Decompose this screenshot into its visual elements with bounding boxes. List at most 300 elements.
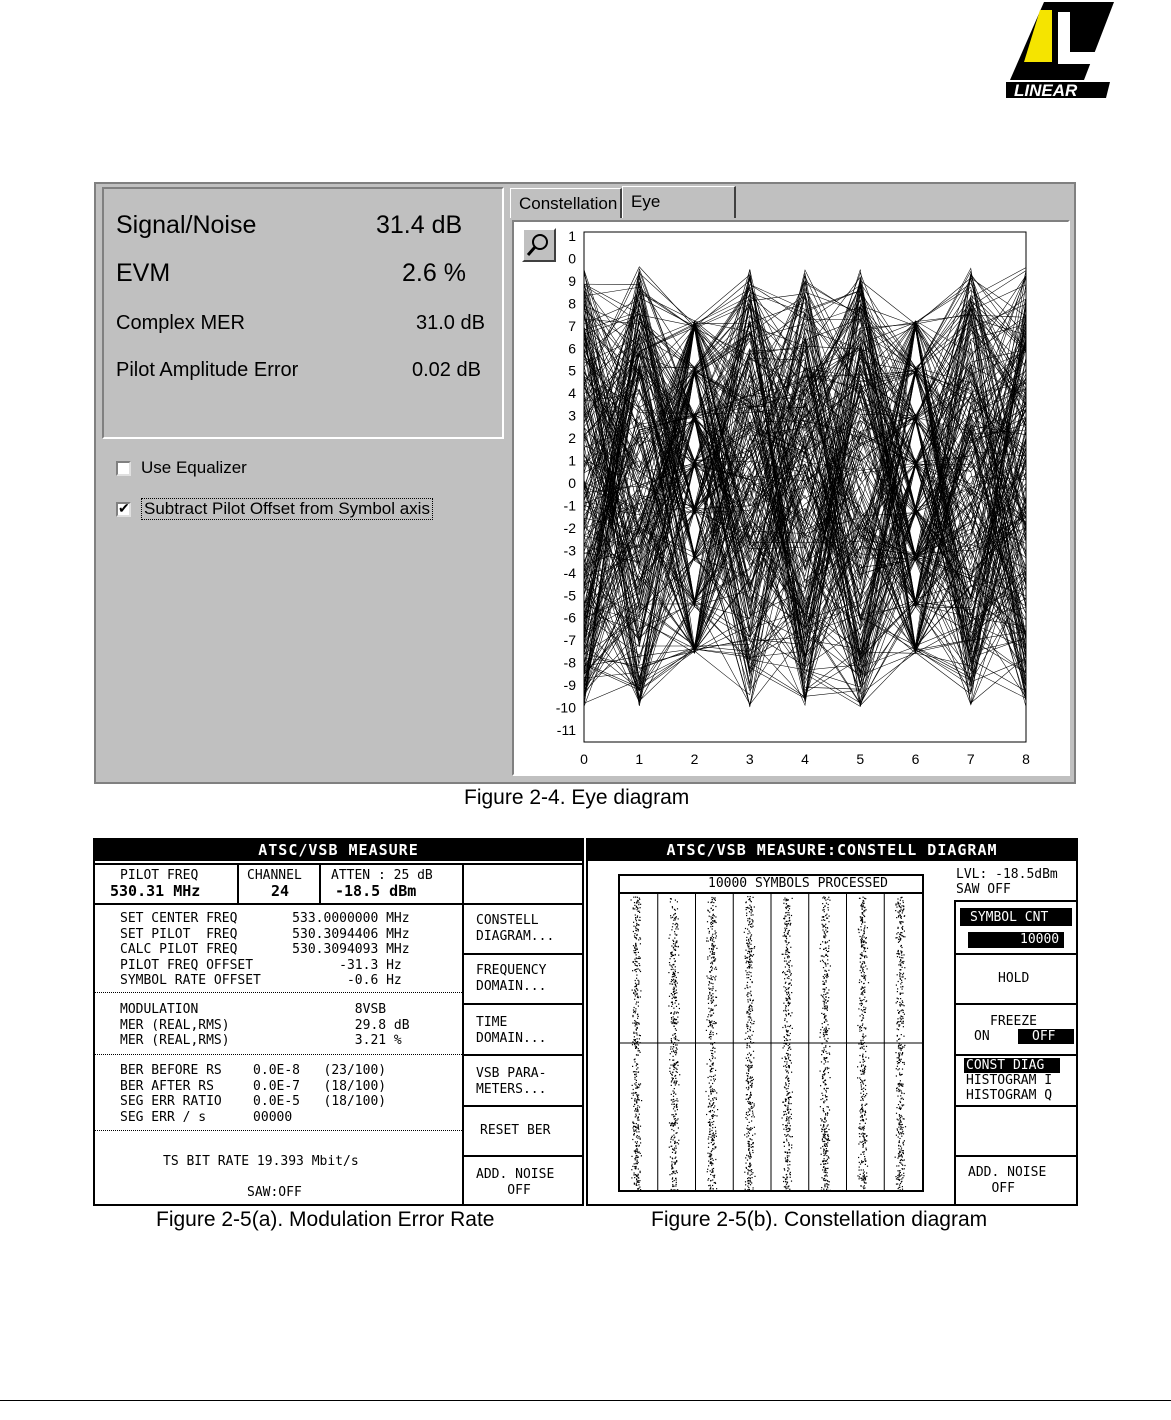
symbol-point [786,1071,787,1072]
symbol-point [788,962,789,963]
symbol-point [638,1162,639,1163]
symbol-point [639,1138,640,1139]
view-option-histogram-i[interactable]: HISTOGRAM I [966,1073,1053,1088]
symbol-point [670,958,671,959]
softkey-frequency-domain[interactable]: FREQUENCY DOMAIN... [464,953,582,1003]
symbol-point [749,962,750,963]
symbol-point [897,1028,898,1029]
symbol-point [786,950,787,951]
symbol-point [714,1051,715,1052]
symbol-point [709,1020,710,1021]
symbol-point [786,1114,787,1115]
symbol-point [638,900,639,901]
symbol-point [637,897,638,898]
use-equalizer-option[interactable] [116,458,247,478]
symbol-point [862,1098,863,1099]
symbol-point [787,1161,788,1162]
symbol-point [713,949,714,950]
symbol-point [826,1144,827,1145]
symbol-point [901,980,902,981]
symbol-point [747,1178,748,1179]
symbol-point [709,981,710,982]
symbol-points [631,896,907,1191]
symbol-point [672,1048,673,1049]
symbol-point [828,1068,829,1069]
symbol-point [713,1188,714,1189]
symbol-point [786,1188,787,1189]
symbol-point [674,1116,675,1117]
symbol-point [672,1002,673,1003]
symbol-point [706,940,707,941]
symbol-point [634,1133,635,1134]
symbol-point [824,1059,825,1060]
symbol-point [751,909,752,910]
symbol-point [753,1079,754,1080]
symbol-point [640,1042,641,1043]
symbol-point [790,1049,791,1050]
symbol-point [901,897,902,898]
symbol-point [675,1118,676,1119]
symbol-point [673,1008,674,1009]
hold-softkey[interactable]: HOLD [998,971,1030,986]
symbol-point [898,927,899,928]
symbol-point [863,915,864,916]
symbol-point [866,1182,867,1183]
symbol-point [825,935,826,936]
softkey-vsb-parameters[interactable]: VSB PARA- METERS... [464,1054,582,1105]
symbol-point [638,1044,639,1045]
symbol-point [857,1025,858,1026]
symbol-point [754,1103,755,1104]
symbol-point [675,954,676,955]
linear-logo [1006,2,1116,100]
symbol-point [897,1177,898,1178]
symbol-point [791,1114,792,1115]
view-option-histogram-q[interactable]: HISTOGRAM Q [966,1088,1053,1103]
symbol-point [827,959,828,960]
symbol-point [713,946,714,947]
symbol-point [902,976,903,977]
symbol-point [790,1136,791,1137]
symbol-point [788,910,789,911]
symbol-point [711,1053,712,1054]
symbol-point [715,916,716,917]
symbol-point [671,1019,672,1020]
symbol-point [866,1093,867,1094]
symbol-point [789,1092,790,1093]
pilot-freq-value: 530.31 MHz [110,882,201,900]
symbol-point [897,1087,898,1088]
symbol-point [639,937,640,938]
symbol-point [897,1010,898,1011]
symbol-point [785,929,786,930]
symbol-point [635,950,636,951]
symbol-point [634,1083,635,1084]
symbol-point [863,969,864,970]
symbol-point [861,1134,862,1135]
symbol-point [640,1126,641,1127]
symbol-point [712,1050,713,1051]
symbol-point [788,1098,789,1099]
symbol-point [748,1057,749,1058]
symbol-point [898,1021,899,1022]
tab-constellation[interactable]: Constellation [510,188,622,218]
symbol-point [901,1155,902,1156]
symbol-point [896,1090,897,1091]
softkey-reset-ber[interactable]: RESET BER [464,1105,582,1155]
symbol-point [784,1168,785,1169]
symbol-point [639,1114,640,1115]
symbol-point [865,1111,866,1112]
symbol-point [640,1171,641,1172]
symbol-point [711,1036,712,1037]
symbol-point [747,1125,748,1126]
symbol-point [895,1052,896,1053]
symbol-point [712,910,713,911]
symbol-point [754,1021,755,1022]
freeze-label[interactable]: FREEZE [990,1014,1037,1029]
symbol-point [787,944,788,945]
symbol-point [785,952,786,953]
symbol-point [829,1181,830,1182]
symbol-point [787,1109,788,1110]
symbol-point [749,1158,750,1159]
symbol-point [786,1085,787,1086]
symbol-point [860,1000,861,1001]
symbol-point [860,936,861,937]
symbol-point [750,1055,751,1056]
symbol-point [669,1068,670,1069]
x-tick-label: 2 [690,751,699,767]
symbol-point [748,1131,749,1132]
symbol-point [710,1163,711,1164]
symbol-point [752,914,753,915]
subtract-pilot-offset-option[interactable] [116,498,433,520]
view-option-const-diag[interactable]: CONST DIAG [966,1058,1045,1073]
symbol-point [671,1100,672,1101]
symbol-point [902,1168,903,1169]
symbol-point [827,899,828,900]
constellation-panel [586,838,1078,1206]
symbol-point [825,1095,826,1096]
symbol-point [709,1134,710,1135]
symbol-point [709,1034,710,1035]
symbol-point [638,981,639,982]
symbol-point [747,1078,748,1079]
symbol-point [711,1022,712,1023]
symbol-point [897,1130,898,1131]
symbol-point [750,986,751,987]
symbol-point [861,1089,862,1090]
symbol-point [674,961,675,962]
symbol-point [637,1161,638,1162]
subtract-pilot-offset-checkbox[interactable] [116,502,131,517]
symbol-point [638,1048,639,1049]
symbol-point [676,1030,677,1031]
symbol-point [903,1023,904,1024]
symbol-point [669,964,670,965]
symbol-point [747,1028,748,1029]
symbol-point [714,968,715,969]
symbol-point [746,995,747,996]
symbol-point [820,1118,821,1119]
symbol-point [635,983,636,984]
symbol-point [670,1123,671,1124]
symbol-point [747,1054,748,1055]
symbol-point [679,1074,680,1075]
symbol-point [748,1071,749,1072]
symbol-point [637,1087,638,1088]
symbol-point [675,1158,676,1159]
symbol-point [636,1163,637,1164]
symbol-point [825,963,826,964]
symbol-point [789,1103,790,1104]
symbol-point [636,978,637,979]
symbol-point [674,994,675,995]
symbol-point [745,1181,746,1182]
logo-text: LINEAR [1014,81,1078,100]
symbol-point [861,955,862,956]
symbol-point [710,1159,711,1160]
add-noise-softkey[interactable]: ADD. NOISE OFF [968,1165,1047,1196]
symbol-point [861,1142,862,1143]
symbol-point [866,1135,867,1136]
symbol-point [712,1148,713,1149]
tab-eye-diagram[interactable]: Eye [622,186,736,218]
symbol-point [747,920,748,921]
symbol-point [866,1172,867,1173]
symbol-point [750,938,751,939]
softkey-constell-diagram[interactable]: CONSTELL DIAGRAM... [464,903,582,953]
symbol-point [861,924,862,925]
symbol-point [712,926,713,927]
symbol-point [861,946,862,947]
symbol-point [901,952,902,953]
symbol-point [678,1084,679,1085]
symbol-point [671,1085,672,1086]
symbol-point [900,1160,901,1161]
symbol-point [862,1048,863,1049]
symbol-point [791,1147,792,1148]
symbol-point [671,917,672,918]
symbol-point [714,959,715,960]
symbol-point [747,1060,748,1061]
softkey-add-noise[interactable]: ADD. NOISE OFF [464,1155,582,1206]
symbol-point [749,942,750,943]
symbol-point [862,912,863,913]
symbol-point [671,1173,672,1174]
use-equalizer-checkbox[interactable] [116,461,131,476]
symbol-point [714,1137,715,1138]
symbol-point [898,1165,899,1166]
symbol-point [787,1055,788,1056]
symbol-point [865,1148,866,1149]
symbol-point [820,1032,821,1033]
symbol-point [675,1068,676,1069]
symbol-point [749,1060,750,1061]
symbol-point [786,1088,787,1089]
symbol-point [710,1060,711,1061]
symbol-point [785,982,786,983]
symbol-point [751,1147,752,1148]
symbol-point [859,1133,860,1134]
symbol-point [751,1006,752,1007]
symbol-point [864,1138,865,1139]
symbol-point [712,917,713,918]
symbol-point [636,1027,637,1028]
freeze-on[interactable]: ON [974,1029,990,1044]
symbol-point [788,988,789,989]
symbol-point [821,1093,822,1094]
softkey-time-domain[interactable]: TIME DOMAIN... [464,1003,582,1054]
symbol-point [901,993,902,994]
symbol-point [676,1006,677,1007]
symbol-point [675,1063,676,1064]
symbol-point [750,1039,751,1040]
symbol-point [637,1188,638,1189]
symbol-point [638,920,639,921]
symbol-point [827,1031,828,1032]
symbol-point [746,1073,747,1074]
symbol-point [903,1026,904,1027]
symbol-point [824,974,825,975]
symbol-point [823,1149,824,1150]
symbol-point [900,1021,901,1022]
symbol-point [635,991,636,992]
symbol-point [827,1038,828,1039]
symbol-point [785,1159,786,1160]
symbol-point [786,989,787,990]
symbol-point [900,917,901,918]
symbol-point [712,1098,713,1099]
symbol-point [634,1158,635,1159]
symbol-point [785,1187,786,1188]
symbol-point [713,1023,714,1024]
symbol-point [902,1098,903,1099]
symbol-point [635,1012,636,1013]
symbol-point [746,915,747,916]
symbol-point [864,1096,865,1097]
symbol-point [786,1053,787,1054]
symbol-point [899,1060,900,1061]
symbol-point [751,976,752,977]
symbol-point [826,1131,827,1132]
symbol-point [791,973,792,974]
symbol-point [751,1116,752,1117]
symbol-point [714,1143,715,1144]
symbol-point [863,1179,864,1180]
symbol-point [860,1015,861,1016]
symbol-point [710,1066,711,1067]
symbol-point [715,1146,716,1147]
symbol-point [823,994,824,995]
symbol-point [708,1178,709,1179]
symbol-point [749,905,750,906]
symbol-point [675,1110,676,1111]
symbol-point [638,1126,639,1127]
symbol-point [786,1038,787,1039]
measurement-value: 31.4 dB [376,211,463,239]
symbol-point [674,958,675,959]
symbol-point [711,977,712,978]
symbol-point [792,1136,793,1137]
symbol-point [902,986,903,987]
symbol-point [714,1111,715,1112]
symbol-point [715,1079,716,1080]
symbol-point [896,1113,897,1114]
symbol-point [783,903,784,904]
symbol-point [786,974,787,975]
symbol-point [714,1005,715,1006]
symbol-point [676,1182,677,1183]
symbol-point [754,946,755,947]
symbol-point [713,914,714,915]
symbol-point [862,935,863,936]
symbol-point [860,1185,861,1186]
symbol-point [827,973,828,974]
freeze-off[interactable]: OFF [1032,1029,1056,1044]
symbol-point [822,924,823,925]
symbol-point [637,1097,638,1098]
symbol-point [745,1033,746,1034]
symbol-point [898,954,899,955]
symbol-point [750,1022,751,1023]
symbol-point [711,1130,712,1131]
symbol-point [676,1083,677,1084]
symbol-point [710,1123,711,1124]
symbol-point [637,1041,638,1042]
symbol-point [712,1025,713,1026]
symbol-point [715,1127,716,1128]
symbol-point [676,1023,677,1024]
symbol-point [631,1098,632,1099]
symbol-point [788,905,789,906]
symbol-point [752,921,753,922]
symbol-point [787,1165,788,1166]
symbol-point [709,1125,710,1126]
symbol-point [675,1142,676,1143]
symbol-point [902,1053,903,1054]
symbol-point [787,1030,788,1031]
symbol-point [864,963,865,964]
symbol-point [635,1085,636,1086]
symbol-count-label: SYMBOL CNT [970,910,1049,925]
symbol-point [785,924,786,925]
symbol-point [824,1001,825,1002]
symbol-point [827,1186,828,1187]
symbol-point [672,1168,673,1169]
symbol-point [823,1101,824,1102]
symbol-point [707,1016,708,1017]
symbol-point [631,899,632,900]
symbol-point [637,1105,638,1106]
symbol-point [674,998,675,999]
symbol-point [749,921,750,922]
symbol-point [709,931,710,932]
symbol-point [711,897,712,898]
symbol-point [862,994,863,995]
symbol-point [670,1065,671,1066]
symbol-point [637,929,638,930]
symbol-point [785,1005,786,1006]
symbol-point [824,925,825,926]
symbol-point [858,929,859,930]
symbol-point [749,1103,750,1104]
symbol-point [830,1077,831,1078]
symbol-point [675,900,676,901]
symbol-point [633,1071,634,1072]
symbol-point [791,1145,792,1146]
